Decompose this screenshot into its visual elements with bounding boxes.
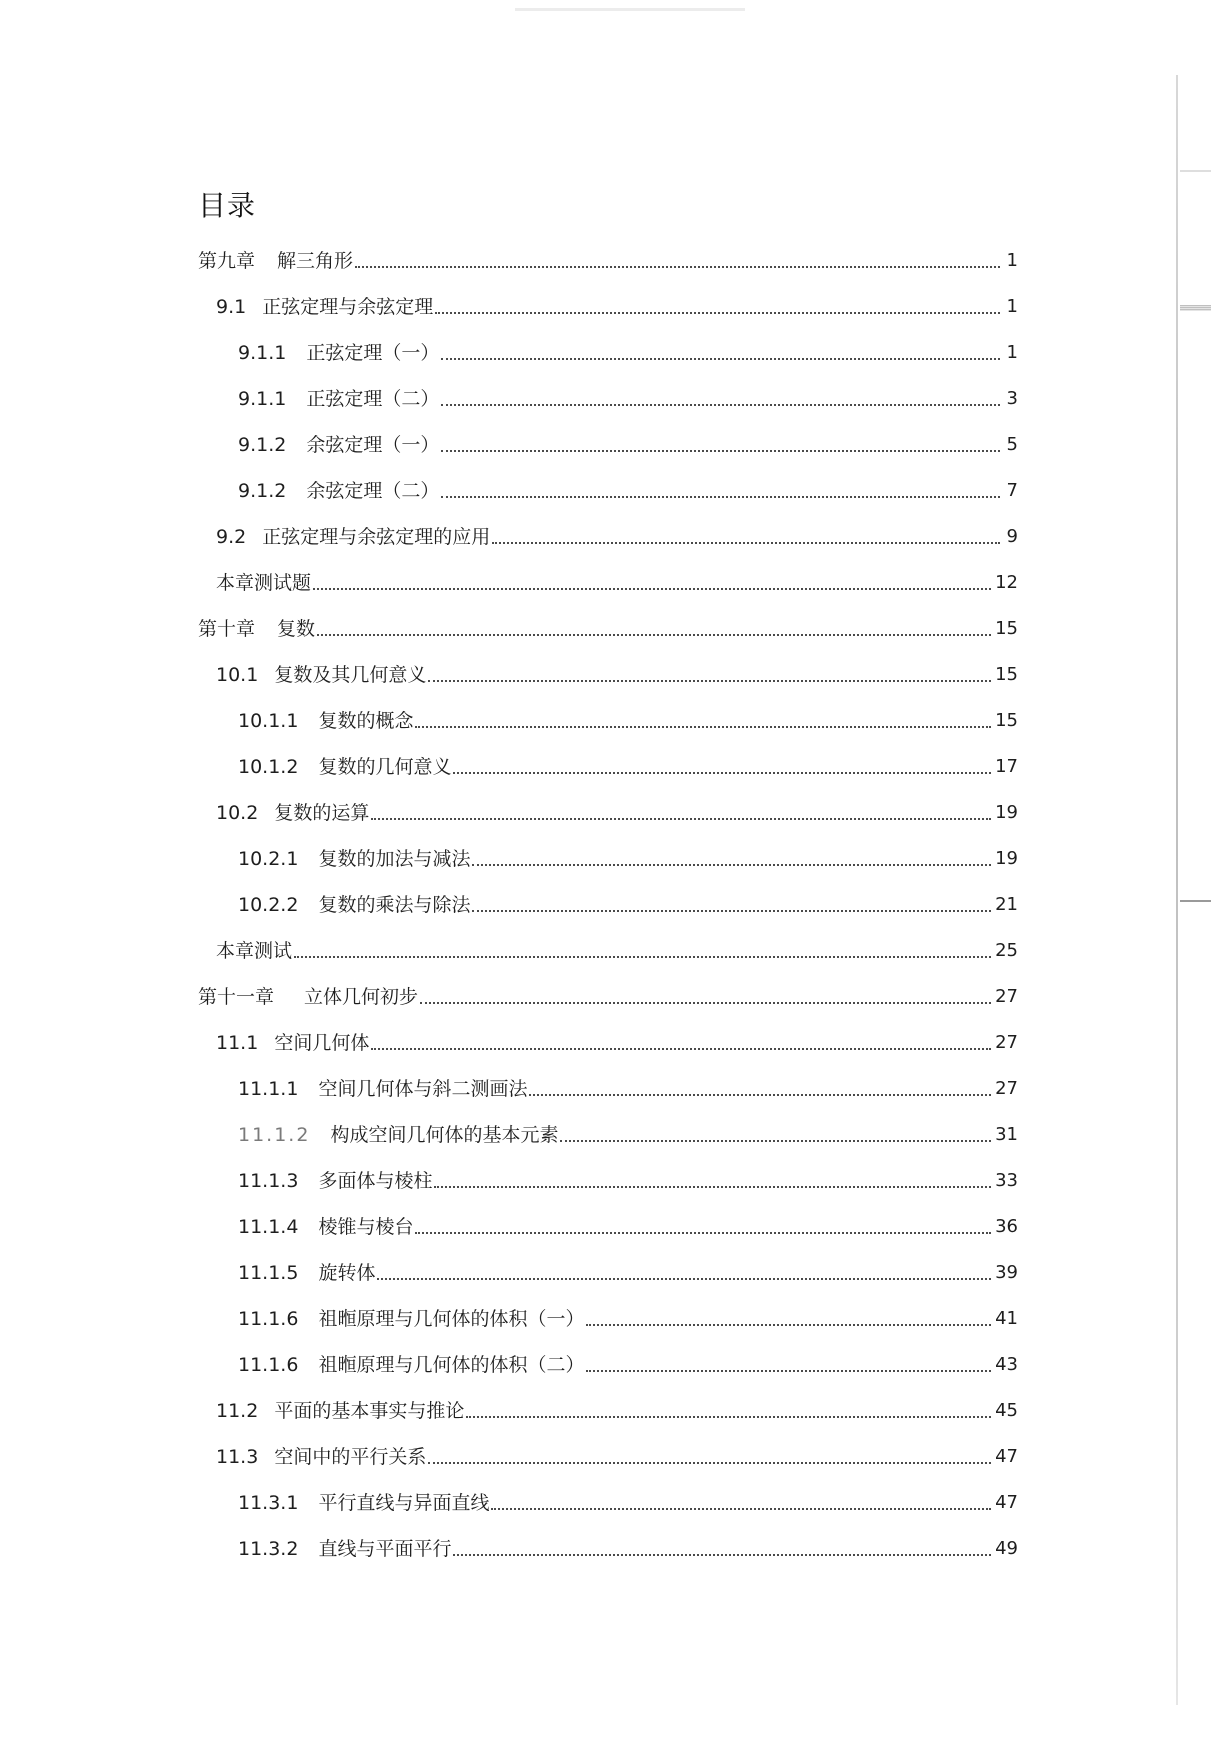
toc-entry-title: 正弦定理（一） — [306, 342, 440, 364]
toc-entry-number: 11.3.1 — [238, 1492, 299, 1514]
toc-entry-title: 复数的概念 — [318, 710, 414, 732]
dot-leader — [453, 772, 991, 774]
toc-entry-title: 复数的乘法与除法 — [318, 894, 471, 916]
toc-entry-section[interactable] — [216, 289, 1018, 319]
toc-entry-subsection[interactable] — [238, 1347, 1018, 1377]
dot-leader — [441, 496, 1000, 498]
toc-entry-chapter[interactable] — [198, 979, 1018, 1009]
dot-leader — [415, 726, 991, 728]
toc-entry-section[interactable] — [216, 1025, 1018, 1055]
toc-entry-subsection[interactable] — [238, 1531, 1018, 1561]
toc-heading: 目录 — [198, 189, 257, 222]
toc-entry-page: 27 — [995, 1078, 1018, 1099]
toc-entry-subsection[interactable] — [238, 1255, 1018, 1285]
toc-entry-number: 10.1.2 — [238, 756, 299, 778]
dot-leader — [371, 1048, 991, 1050]
dot-leader — [415, 1232, 991, 1234]
toc-entry-number: 9.2 — [216, 526, 247, 548]
toc-entry-title: 复数及其几何意义 — [274, 664, 427, 686]
toc-entry-page: 1 — [1006, 342, 1018, 363]
toc-entry-title: 复数 — [277, 618, 316, 640]
toc-entry-number: 11.3 — [216, 1446, 259, 1468]
toc-entry-title: 空间几何体与斜二测画法 — [318, 1078, 528, 1100]
toc-entry-title: 平行直线与异面直线 — [318, 1492, 490, 1514]
toc-entry-page: 47 — [995, 1492, 1018, 1513]
toc-entry-subsection[interactable] — [238, 473, 1018, 503]
toc-entry-number: 11.1.6 — [238, 1354, 299, 1376]
toc-entry-page: 12 — [995, 572, 1018, 593]
toc-entry-page: 25 — [995, 940, 1018, 961]
toc-entry-chapter-test[interactable] — [216, 933, 1018, 963]
toc-entry-title: 解三角形 — [277, 250, 354, 272]
toc-entry-title: 本章测试 — [216, 940, 293, 962]
toc-entry-title: 平面的基本事实与推论 — [274, 1400, 465, 1422]
toc-entry-subsection[interactable] — [238, 749, 1018, 779]
toc-entry-title: 复数的运算 — [274, 802, 370, 824]
toc-entry-title: 旋转体 — [318, 1262, 376, 1284]
adjacent-page-mark — [1180, 305, 1211, 311]
toc-entry-number: 9.1.2 — [238, 434, 287, 456]
toc-entry-section[interactable] — [216, 519, 1018, 549]
toc-entry-page: 15 — [995, 664, 1018, 685]
adjacent-page-mark — [1180, 170, 1211, 172]
toc-entry-page: 41 — [995, 1308, 1018, 1329]
toc-entry-number: 11.1 — [216, 1032, 259, 1054]
toc-entry-title: 复数的几何意义 — [318, 756, 452, 778]
toc-entry-subsection[interactable] — [238, 1209, 1018, 1239]
toc-entry-title: 空间几何体 — [274, 1032, 370, 1054]
toc-entry-title: 复数的加法与减法 — [318, 848, 471, 870]
toc-entry-title: 空间中的平行关系 — [274, 1446, 427, 1468]
toc-entry-title: 正弦定理（二） — [306, 388, 440, 410]
toc-entry-section[interactable] — [216, 795, 1018, 825]
dot-leader — [428, 1462, 991, 1464]
dot-leader — [492, 542, 1000, 544]
toc-entry-number: 10.2 — [216, 802, 259, 824]
dot-leader — [586, 1324, 991, 1326]
toc-entry-number: 11.2 — [216, 1400, 259, 1422]
dot-leader — [434, 1186, 991, 1188]
dot-leader — [560, 1140, 991, 1142]
toc-entry-subsection[interactable] — [238, 381, 1018, 411]
toc-entry-number: 9.1.1 — [238, 388, 287, 410]
toc-entry-page: 1 — [1006, 250, 1018, 271]
toc-entry-page: 39 — [995, 1262, 1018, 1283]
dot-leader — [453, 1554, 991, 1556]
toc-entry-subsection[interactable] — [238, 1071, 1018, 1101]
toc-entry-title: 直线与平面平行 — [318, 1538, 452, 1560]
toc-entry-number: 9.1.2 — [238, 480, 287, 502]
toc-entry-number: 10.2.1 — [238, 848, 299, 870]
dot-leader — [428, 680, 991, 682]
dot-leader — [441, 450, 1000, 452]
toc-entry-number: 11.3.2 — [238, 1538, 299, 1560]
toc-entry-page: 15 — [995, 710, 1018, 731]
dot-leader — [441, 358, 1000, 360]
toc-entry-title: 祖暅原理与几何体的体积（二） — [318, 1354, 585, 1376]
toc-entry-page: 27 — [995, 986, 1018, 1007]
toc-entry-page: 17 — [995, 756, 1018, 777]
toc-entry-page: 27 — [995, 1032, 1018, 1053]
dot-leader — [586, 1370, 991, 1372]
dot-leader — [377, 1278, 991, 1280]
toc-entry-subsection[interactable] — [238, 1117, 1018, 1147]
toc-entry-page: 47 — [995, 1446, 1018, 1467]
toc-entry-number: 11.1.4 — [238, 1216, 299, 1238]
toc-entry-page: 7 — [1006, 480, 1018, 501]
dot-leader — [371, 818, 991, 820]
toc-entry-page: 19 — [995, 848, 1018, 869]
toc-entry-title: 正弦定理与余弦定理 — [262, 296, 434, 318]
toc-entry-number: 9.1 — [216, 296, 247, 318]
toc-entry-page: 1 — [1006, 296, 1018, 317]
toc-entry-number: 第十一章 — [198, 986, 275, 1008]
toc-entry-number: 10.1.1 — [238, 710, 299, 732]
toc-entry-title: 构成空间几何体的基本元素 — [330, 1124, 559, 1146]
dot-leader — [294, 956, 991, 958]
dot-leader — [420, 1002, 991, 1004]
toc-entry-subsection[interactable] — [238, 1301, 1018, 1331]
toc-entry-title: 正弦定理与余弦定理的应用 — [262, 526, 491, 548]
toc-entry-subsection[interactable] — [238, 1163, 1018, 1193]
toc-entry-page: 49 — [995, 1538, 1018, 1559]
adjacent-page-mark — [1180, 900, 1211, 902]
toc-entry-section[interactable] — [216, 657, 1018, 687]
toc-entry-number: 10.1 — [216, 664, 259, 686]
toc-entry-number: 10.2.2 — [238, 894, 299, 916]
toc-entry-page: 33 — [995, 1170, 1018, 1191]
toc-entry-page: 31 — [995, 1124, 1018, 1145]
dot-leader — [529, 1094, 991, 1096]
toc-entry-page: 21 — [995, 894, 1018, 915]
dot-leader — [472, 910, 991, 912]
toc-entry-chapter[interactable] — [198, 243, 1018, 273]
toc-entry-page: 36 — [995, 1216, 1018, 1237]
toc-entry-number: 第十章 — [198, 618, 256, 640]
toc-entry-subsection[interactable] — [238, 427, 1018, 457]
toc-entry-number: 9.1.1 — [238, 342, 287, 364]
toc-entry-number: 11.1.5 — [238, 1262, 299, 1284]
dot-leader — [472, 864, 991, 866]
toc-entry-page: 5 — [1006, 434, 1018, 455]
toc-entry-section[interactable] — [216, 1439, 1018, 1469]
toc-entry-title: 立体几何初步 — [304, 986, 419, 1008]
toc-entry-subsection[interactable] — [238, 887, 1018, 917]
dot-leader — [491, 1508, 991, 1510]
toc-entry-number: 11.1.3 — [238, 1170, 299, 1192]
toc-entry-number: 第九章 — [198, 250, 256, 272]
adjacent-page-edge — [1176, 75, 1178, 1705]
toc-entry-subsection[interactable] — [238, 841, 1018, 871]
toc-entry-page: 45 — [995, 1400, 1018, 1421]
toc-entry-page: 9 — [1006, 526, 1018, 547]
toc-entry-section[interactable] — [216, 1393, 1018, 1423]
toc-entry-page: 43 — [995, 1354, 1018, 1375]
toc-entry-chapter[interactable] — [198, 611, 1018, 641]
toc-entry-page: 19 — [995, 802, 1018, 823]
toc-entry-chapter-test[interactable] — [216, 565, 1018, 595]
toc-entry-title: 余弦定理（二） — [306, 480, 440, 502]
toc-entry-title: 本章测试题 — [216, 572, 312, 594]
toc-entry-page: 3 — [1006, 388, 1018, 409]
dot-leader — [355, 266, 1000, 268]
toc-entry-page: 15 — [995, 618, 1018, 639]
dot-leader — [317, 634, 991, 636]
toc-entry-subsection[interactable] — [238, 703, 1018, 733]
toc-entry-subsection[interactable] — [238, 1485, 1018, 1515]
toc-entry-title: 棱锥与棱台 — [318, 1216, 414, 1238]
toc-entry-title: 余弦定理（一） — [306, 434, 440, 456]
dot-leader — [466, 1416, 991, 1418]
toc-entry-number: 11.1.2 — [238, 1124, 311, 1146]
toc-entry-title: 祖暅原理与几何体的体积（一） — [318, 1308, 585, 1330]
toc-entry-number: 11.1.1 — [238, 1078, 299, 1100]
scan-smudge — [515, 8, 745, 11]
toc-entry-title: 多面体与棱柱 — [318, 1170, 433, 1192]
dot-leader — [435, 312, 1000, 314]
toc-entry-number: 11.1.6 — [238, 1308, 299, 1330]
dot-leader — [441, 404, 1000, 406]
toc-entry-subsection[interactable] — [238, 335, 1018, 365]
dot-leader — [313, 588, 991, 590]
